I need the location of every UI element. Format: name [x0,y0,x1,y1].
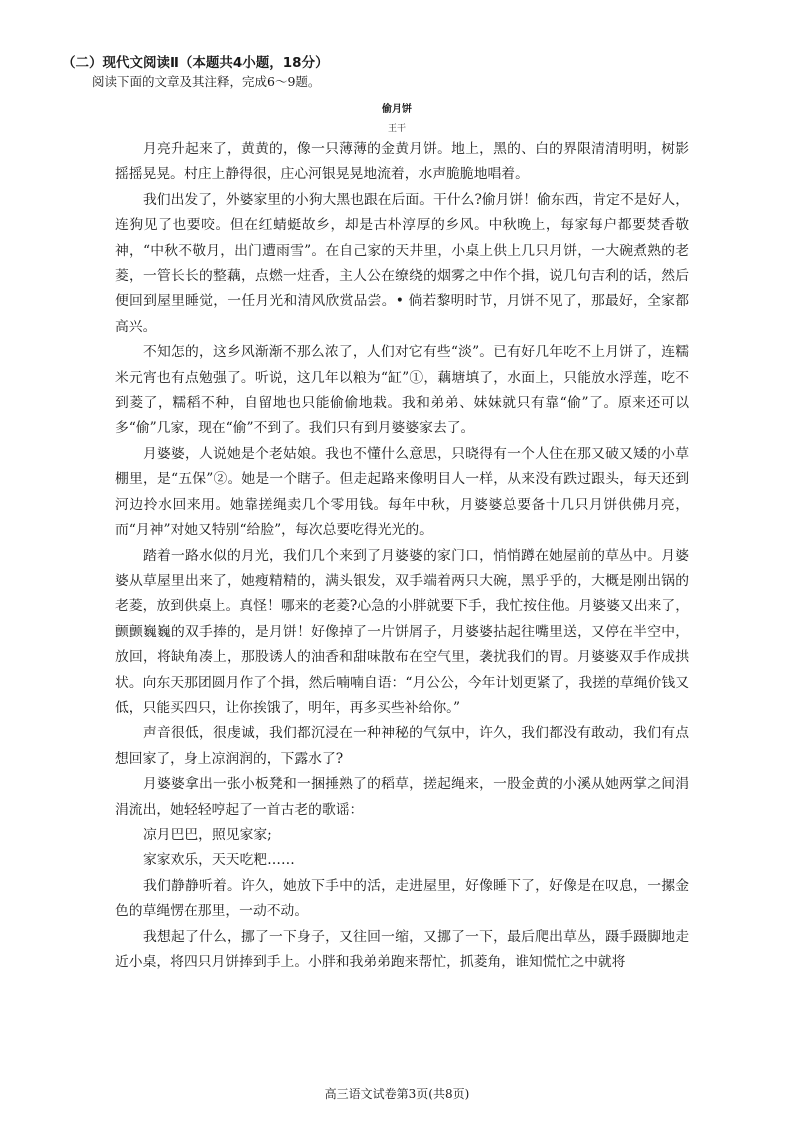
instruction-text: 阅读下面的文章及其注释，完成6～9题。 [92,74,321,89]
poem-line: 凉月巴巴，照见家家; [143,826,272,843]
paragraph: 月婆婆拿出一张小板凳和一捆捶熟了的稻草，搓起绳来，一股金黄的小溪从她两掌之间涓涓流出，她轻轻哼起了一首古老的歌谣： [115,776,689,818]
article-body [115,137,689,975]
page-footer: 高三语文试卷第3页(共8页) [324,1087,470,1101]
poem-line: 家家欢乐，天天吃粑…… [143,852,295,869]
article-author: 王干 [387,124,406,134]
article-title: 偷月饼 [382,104,412,115]
paragraph: 我想起了什么，挪了一下身子，又往回一缩，又挪了一下，最后爬出草丛，蹑手蹑脚地走近小桌，将四只月饼捧到手上。小胖和我弟弟跑来帮忙，抓菱角，谁知慌忙之中就将 [115,928,689,970]
paragraph: 月婆婆，人说她是个老姑娘。我也不懂什么意思，只晓得有一个人住在那又破又矮的小草棚里，是“五保”②。她是一个瞎子。但走起路来像明目人一样，从来没有跌过跟头，每天还到河边拎水回来用。她靠搓绳卖几个零用钱。每年中秋，月婆婆总要备十几只月饼供佛月亮，而“月神”对她又特别“给脸”，每次总要吃得光光的。 [115,445,689,539]
paragraph: 我们出发了，外婆家里的小狗大黑也跟在后面。干什么?偷月饼！偷东西，肯定不是好人，连狗见了也要咬。但在红蜻蜓故乡，却是古朴淳厚的乡风。中秋晚上，每家每户都要焚香敬神，“中秋不敬月，出门遭雨雪”。在自己家的天井里，小桌上供上几只月饼，一大碗煮熟的老菱，一管长长的整藕，点燃一炷香，主人公在缭绕的烟雾之中作个揖，说几句吉利的话，然后便回到屋里睡觉，一任月光和清风欣赏品尝。• 倘若黎明时节，月饼不见了，那最好，全家都高兴。 [115,191,689,335]
paragraph: 声音很低，很虔诚，我们都沉浸在一种神秘的气氛中，许久，我们都没有敢动，我们有点想回家了，身上凉润润的，下露水了? [115,725,689,767]
section-heading: （二）现代文阅读Ⅱ（本题共4小题，18分） [62,55,329,71]
paragraph: 不知怎的，这乡风渐渐不那么浓了，人们对它有些“淡”。已有好几年吃不上月饼了，连糯米元宵也有点勉强了。听说，这几年以粮为“缸”①，藕塘填了，水面上，只能放水浮莲，吃不到菱了，糯稻不种，自留地也只能偷偷地栽。我和弟弟、妹妹就只有靠“偷”了。原来还可以多“偷”几家，现在“偷”不到了。我们只有到月婆婆家去了。 [115,344,689,437]
paragraph: 踏着一路水似的月光，我们几个来到了月婆婆的家门口，悄悄蹲在她屋前的草丛中。月婆婆从草屋里出来了，她瘦精精的，满头银发，双手端着两只大碗，黑乎乎的，大概是刚出锅的老菱，放到供桌上。真怪！哪来的老菱?心急的小胖就要下手，我忙按住他。月婆婆又出来了，颤颤巍巍的双手捧的，是月饼！好像掉了一片饼屑子，月婆婆拈起往嘴里送，又停在半空中，放回，将缺角凑上，那股诱人的油香和甜味散布在空气里，袭扰我们的胃。月婆婆双手作成拱状。向东天那团圆月作了个揖，然后喃喃自语：“月公公，今年计划更紧了，我搓的草绳价钱又低，只能买四只，让你挨饿了，明年，再多买些补给你。” [115,547,689,716]
paragraph: 我们静静听着。许久，她放下手中的活，走进屋里，好像睡下了，好像是在叹息，一摞金色的草绳愣在那里，一动不动。 [115,877,689,920]
paragraph: 月亮升起来了，黄黄的，像一只薄薄的金黄月饼。地上，黑的、白的界限清清明明，树影摇摇晃晃。村庄上静得很，庄心河银晃晃地流着，水声脆脆地唱着。 [115,141,689,183]
